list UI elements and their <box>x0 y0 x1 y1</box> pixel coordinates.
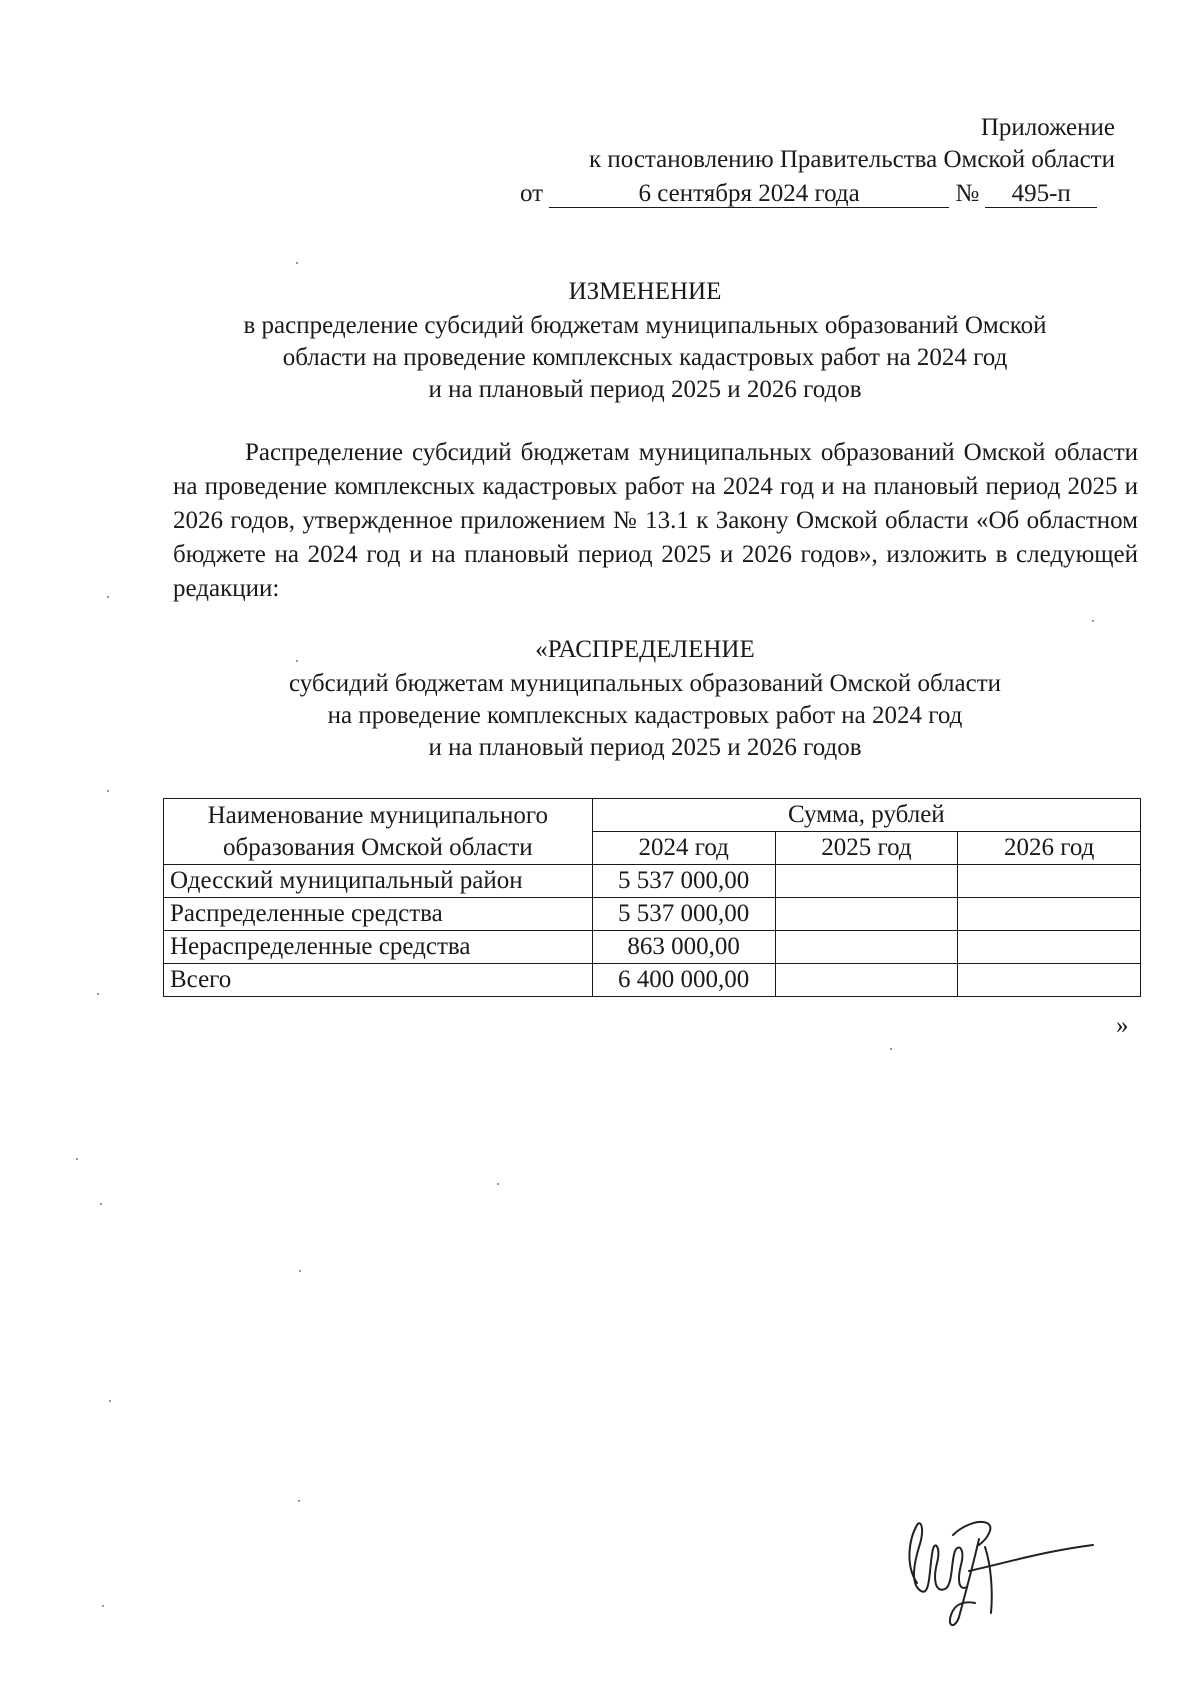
table-header-row <box>164 799 1141 832</box>
header-name-line-2: образования Омской области <box>223 833 533 861</box>
distribution-subtitle <box>150 668 1140 764</box>
row-amount-2025 <box>775 964 958 997</box>
change-title: ИЗМЕНЕНИЕ <box>568 278 722 305</box>
row-amount-2026 <box>958 898 1141 931</box>
row-amount-2026 <box>958 964 1141 997</box>
row-name: Всего <box>164 964 593 997</box>
scan-speck <box>100 1203 102 1205</box>
row-amount-2026 <box>958 865 1141 898</box>
scan-speck <box>1092 620 1094 622</box>
header-name-cell <box>164 799 593 865</box>
header-year-2026: 2026 год <box>958 832 1141 865</box>
row-amount-2025 <box>775 931 958 964</box>
scan-speck <box>296 660 298 662</box>
closing-quote: » <box>1116 1012 1129 1039</box>
distribution-title: «РАСПРЕДЕЛЕНИЕ <box>535 636 755 663</box>
row-amount-2024: 6 400 000,00 <box>592 964 775 997</box>
distribution-subtitle-line-3: и на плановый период 2025 и 2026 годов <box>428 734 862 761</box>
appendix-title: Приложение <box>980 114 1115 141</box>
scan-speck <box>76 1158 78 1160</box>
resolution-number: 495-п <box>985 181 1097 208</box>
row-name: Одесский муниципальный район <box>164 865 593 898</box>
row-amount-2024: 863 000,00 <box>592 931 775 964</box>
table-row <box>164 865 1141 898</box>
body-paragraph: Распределение субсидий бюджетам муниципальных образований Омской области на проведение комплексных кадастровых работ на 2024 год и на плановый период 2025 и 2026 годов, утвержденное приложением № 13.1 к Закону Омской области «Об областном бюджете на 2024 год и на плановый период 2025 и 2026 годов», изложить в следующей редакции: <box>173 439 1138 602</box>
scan-speck <box>299 1270 301 1272</box>
scan-speck <box>497 1183 499 1185</box>
row-amount-2025 <box>775 865 958 898</box>
resolution-date: 6 сентября 2024 года <box>549 181 949 208</box>
row-amount-2025 <box>775 898 958 931</box>
table-row <box>164 964 1141 997</box>
signature-icon <box>895 1505 1095 1635</box>
header-sum-cell: Сумма, рублей <box>592 799 1140 832</box>
header-year-2024: 2024 год <box>592 832 775 865</box>
distribution-subtitle-line-1: субсидий бюджетам муниципальных образований Омской области <box>288 670 1002 697</box>
row-amount-2024: 5 537 000,00 <box>592 865 775 898</box>
row-name: Нераспределенные средства <box>164 931 593 964</box>
scan-speck <box>109 1400 111 1402</box>
distribution-subtitle-line-2: на проведение комплексных кадастровых работ на 2024 год <box>327 702 963 729</box>
table-row <box>164 898 1141 931</box>
scan-speck <box>97 993 99 995</box>
row-amount-2026 <box>958 931 1141 964</box>
distribution-table <box>163 798 1141 997</box>
scan-speck <box>890 1048 892 1050</box>
header-year-2025: 2025 год <box>775 832 958 865</box>
change-subtitle <box>150 310 1140 406</box>
scan-speck <box>107 790 109 792</box>
change-subtitle-line-1: в распределение субсидий бюджетам муниципальных образований Омской <box>243 312 1047 339</box>
appendix-resolution: к постановлению Правительства Омской области <box>588 146 1115 173</box>
change-subtitle-line-3: и на плановый период 2025 и 2026 годов <box>428 376 862 403</box>
scan-speck <box>298 1500 300 1502</box>
table-row <box>164 931 1141 964</box>
scan-speck <box>102 1605 104 1607</box>
from-prefix: от <box>520 180 544 207</box>
appendix-date-line <box>520 178 1097 210</box>
row-name: Распределенные средства <box>164 898 593 931</box>
header-name-line-1: Наименование муниципального <box>207 801 549 829</box>
scan-speck <box>107 596 109 598</box>
row-amount-2024: 5 537 000,00 <box>592 898 775 931</box>
appendix-block <box>589 112 1115 176</box>
number-sign: № <box>955 180 980 207</box>
change-subtitle-line-2: области на проведение комплексных кадастровых работ на 2024 год <box>282 344 1008 371</box>
scan-speck <box>296 262 298 264</box>
